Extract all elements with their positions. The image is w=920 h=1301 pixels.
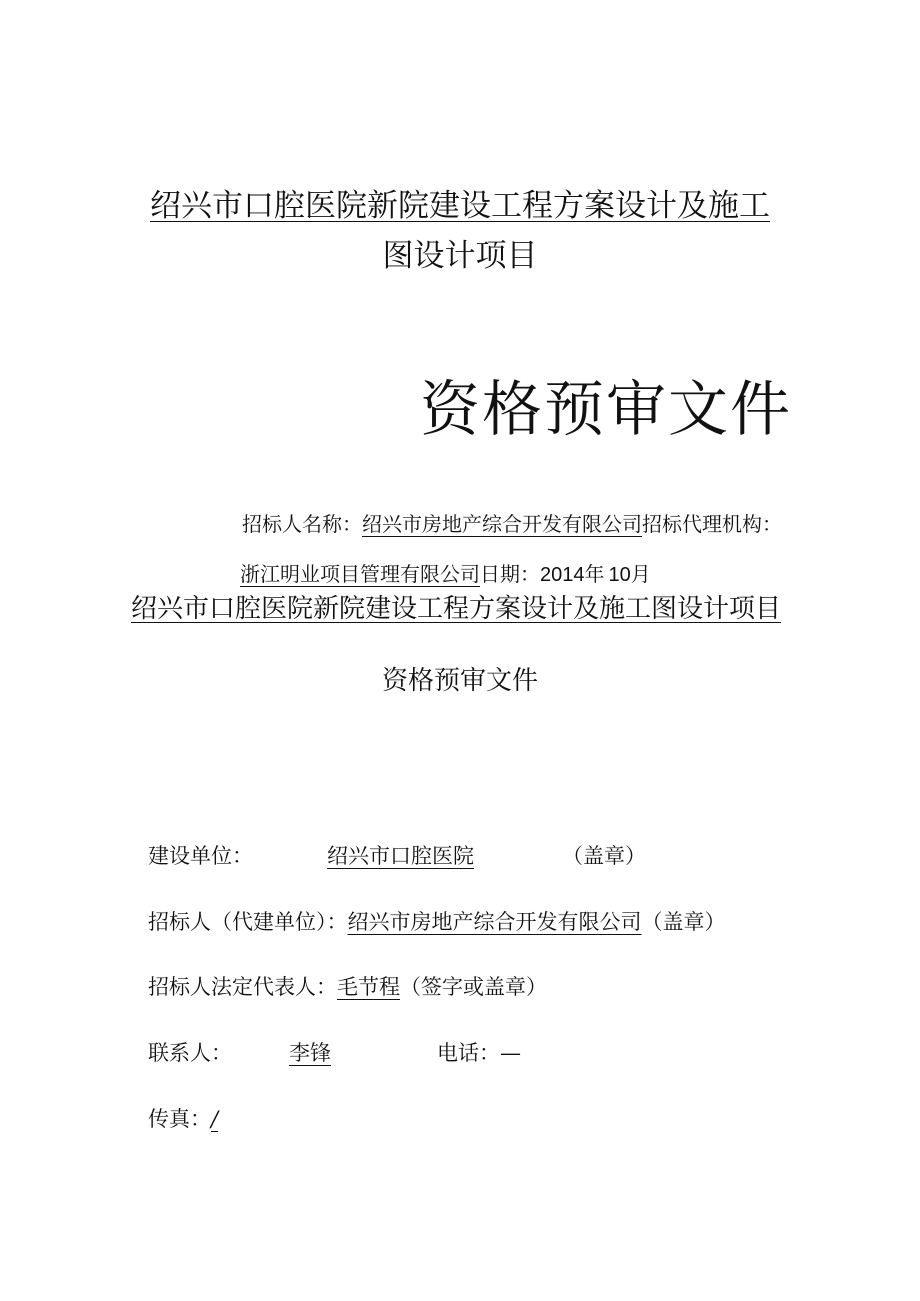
agency-label: 招标代理机构： xyxy=(642,512,782,536)
tenderer-seal: （盖章） xyxy=(641,910,726,934)
legal-rep-seal: （签字或盖章） xyxy=(400,975,547,999)
cover-title-line1 xyxy=(0,180,920,225)
cover-title-line2: 图设计项目 xyxy=(382,238,538,274)
date-year-unit: 年 xyxy=(584,562,605,586)
tenderer-label: 招标人（代建单位）： xyxy=(148,910,348,934)
tenderer-agency-line xyxy=(242,508,782,537)
date-label: 日期： xyxy=(480,562,540,586)
tenderer-name-value: 绍兴市房地产综合开发有限公司 xyxy=(362,512,642,536)
tenderer-value: 绍兴市房地产综合开发有限公司 xyxy=(347,910,642,934)
fax-label: 传真： xyxy=(148,1107,211,1131)
agency-date-line xyxy=(240,558,651,587)
fax-value: / xyxy=(211,1107,219,1131)
second-title xyxy=(0,588,912,625)
phone-row xyxy=(437,1037,521,1067)
legal-rep-label: 招标人法定代表人： xyxy=(148,975,337,999)
contact-label: 联系人： xyxy=(148,1041,232,1065)
fax-row xyxy=(148,1103,218,1133)
tenderer-name-label: 招标人名称： xyxy=(242,512,362,536)
date-year: 2014 xyxy=(540,564,585,586)
builder-seal: （盖章） xyxy=(562,844,646,868)
agency-value: 浙江明业项目管理有限公司 xyxy=(240,562,480,586)
legal-rep-value: 毛节程 xyxy=(337,975,400,999)
date-month: 10 xyxy=(608,564,631,586)
cover-title-line1-text: 绍兴市口腔医院新院建设工程方案设计及施工 xyxy=(150,188,770,224)
builder-value: 绍兴市口腔医院 xyxy=(327,844,474,868)
legal-rep-row xyxy=(148,971,547,1001)
phone-label: 电话： xyxy=(437,1041,500,1065)
builder-label: 建设单位： xyxy=(148,844,253,868)
contact-value: 李锋 xyxy=(289,1041,331,1065)
second-subtitle: 资格预审文件 xyxy=(381,666,538,696)
document-title: 资格预审文件 xyxy=(420,375,792,445)
date-month-unit: 月 xyxy=(630,562,651,586)
second-title-text: 绍兴市口腔医院新院建设工程方案设计及施工图设计项目 xyxy=(130,594,781,624)
phone-value: — xyxy=(500,1041,521,1065)
tenderer-row xyxy=(148,906,726,936)
